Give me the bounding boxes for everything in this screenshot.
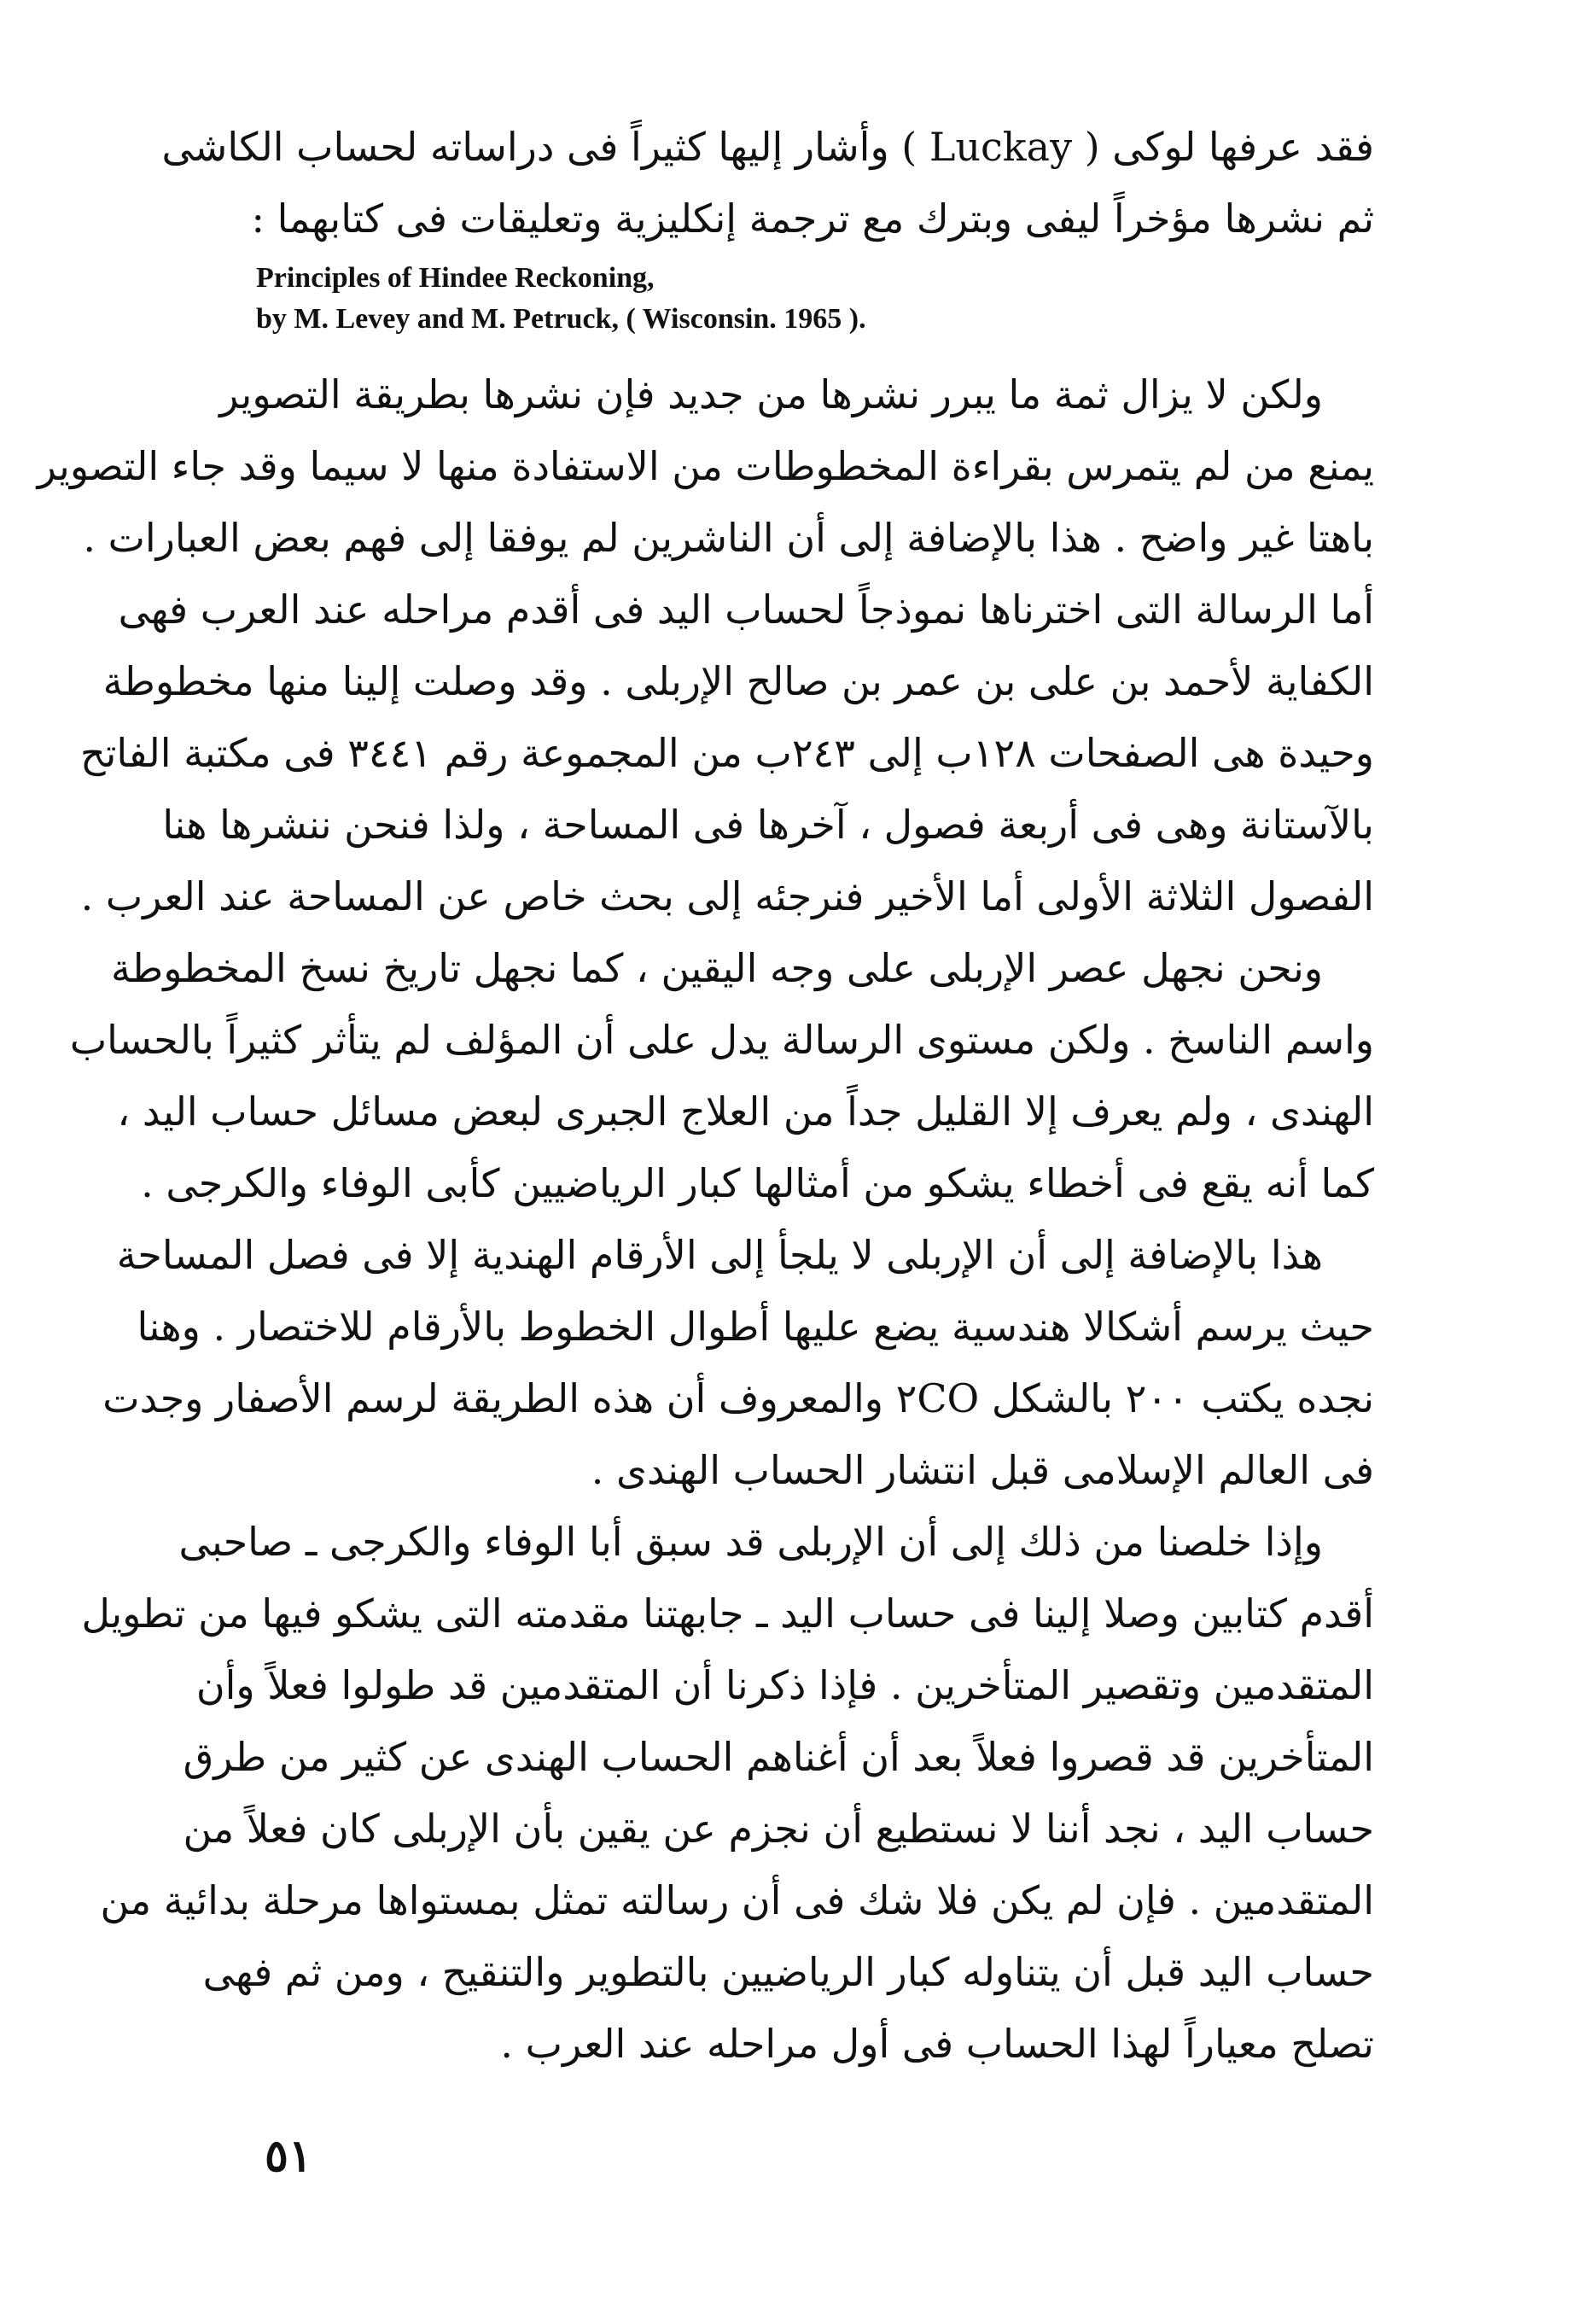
intro-line-1-text: فقد عرفها لوكى ( Luckay ) وأشار إليها كثيراً فى دراساته لحساب الكاشى [161, 124, 1374, 170]
paragraph-4-line-3: نجده يكتب ٢٠٠ بالشكل ٢CO والمعروف أن هذه الطريقة لرسم الأصفار وجدت [102, 1375, 1374, 1421]
paragraph-5-line-1: وإذا خلصنا من ذلك إلى أن الإربلى قد سبق أبا الوفاء والكرجى ـ صاحبى [178, 1519, 1323, 1565]
paragraph-4-line-1: هذا بالإضافة إلى أن الإربلى لا يلجأ إلى الأرقام الهندية إلا فى فصل المساحة [116, 1232, 1323, 1278]
intro-line-2 [251, 183, 1374, 254]
paragraph-3-line-2: واسم الناسخ . ولكن مستوى الرسالة يدل على أن المؤلف لم يتأثر كثيراً بالحساب [69, 1017, 1374, 1063]
paragraph-3-line-1: ونحن نجهل عصر الإربلى على وجه اليقين ، كما نجهل تاريخ نسخ المخطوطة [110, 945, 1323, 991]
paragraph-3-line-3: الهندى ، ولم يعرف إلا القليل جداً من العلاج الجبرى لبعض مسائل حساب اليد ، [117, 1088, 1374, 1135]
paragraph-5-line-8: تصلح معياراً لهذا الحساب فى أول مراحله عند العرب . [500, 2021, 1374, 2067]
reference-authors: by M. Levey and M. Petruck, ( Wisconsin. 1965 ). [256, 303, 866, 335]
paragraph-4-line-2: حيث يرسم أشكالا هندسية يضع عليها أطوال الخطوط بالأرقام للاختصار . وهنا [137, 1304, 1374, 1350]
paragraph-2-line-1: أما الرسالة التى اخترناها نموذجاً لحساب اليد فى أقدم مراحله عند العرب فهى [118, 586, 1374, 633]
page-number: ٥١ [265, 2130, 312, 2182]
paragraph-2-line-2: الكفاية لأحمد بن على بن عمر بن صالح الإربلى . وقد وصلت إلينا منها مخطوطة [102, 658, 1374, 704]
intro-line-1 [161, 111, 1374, 183]
paragraph-5-line-3: المتقدمين وتقصير المتأخرين . فإذا ذكرنا أن المتقدمين قد طولوا فعلاً وأن [195, 1662, 1374, 1708]
intro-line-2-text: ثم نشرها مؤخراً ليفى وبترك مع ترجمة إنكليزية وتعليقات فى كتابهما : [251, 195, 1374, 242]
paragraph-5-line-4: المتأخرين قد قصروا فعلاً بعد أن أغناهم الحساب الهندى عن كثير من طرق [183, 1734, 1374, 1780]
paragraph-1-line-1: ولكن لا يزال ثمة ما يبرر نشرها من جديد فإن نشرها بطريقة التصوير [219, 371, 1323, 417]
paragraph-5-line-2: أقدم كتابين وصلا إلينا فى حساب اليد ـ جابهتنا مقدمته التى يشكو فيها من تطويل [81, 1590, 1374, 1637]
paragraph-5-line-7: حساب اليد قبل أن يتناوله كبار الرياضيين بالتطوير والتنقيح ، ومن ثم فهى [202, 1949, 1374, 1995]
paragraph-4-line-4: فى العالم الإسلامى قبل انتشار الحساب الهندى . [591, 1447, 1374, 1493]
body-text [37, 111, 1374, 2080]
reference-title: Principles of Hindee Reckoning, [256, 262, 655, 294]
paragraph-1-line-2: يمنع من لم يتمرس بقراءة المخطوطات من الاستفادة منها لا سيما وقد جاء التصوير [37, 443, 1374, 489]
paragraph-2-line-4: بالآستانة وهى فى أربعة فصول ، آخرها فى المساحة ، ولذا فنحن ننشرها هنا [162, 802, 1374, 848]
paragraph-3-line-4: كما أنه يقع فى أخطاء يشكو من أمثالها كبار الرياضيين كأبى الوفاء والكرجى . [141, 1160, 1374, 1206]
paragraph-1-line-3: باهتا غير واضح . هذا بالإضافة إلى أن الناشرين لم يوفقا إلى فهم بعض العبارات . [83, 515, 1374, 561]
paragraph-2-line-5: الفصول الثلاثة الأولى أما الأخير فنرجئه إلى بحث خاص عن المساحة عند العرب . [80, 873, 1374, 919]
paragraph-5-line-5: حساب اليد ، نجد أننا لا نستطيع أن نجزم عن يقين بأن الإربلى كان فعلاً من [183, 1806, 1374, 1852]
paragraph-5-line-6: المتقدمين . فإن لم يكن فلا شك فى أن رسالته تمثل بمستواها مرحلة بدائية من [100, 1877, 1374, 1923]
paragraph-2-line-3: وحيدة هى الصفحات ١٢٨ب إلى ٢٤٣ب من المجموعة رقم ٣٤٤١ فى مكتبة الفاتح [79, 730, 1374, 776]
